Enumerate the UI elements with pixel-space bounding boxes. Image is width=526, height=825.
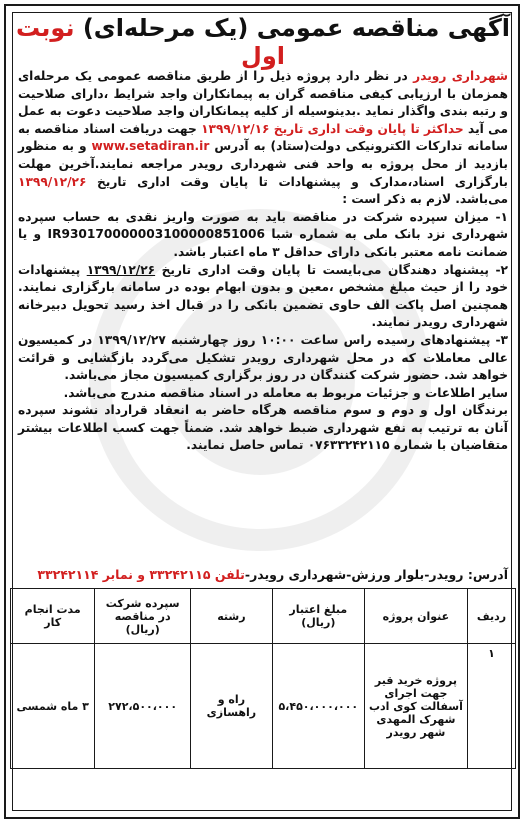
header-project-title: عنوان پروژه [364, 589, 467, 644]
header-duration: مدت انجام کار [11, 589, 95, 644]
cell-credit-amount: ۵،۴۵۰،۰۰۰،۰۰۰ [272, 644, 364, 769]
cell-duration: ۳ ماه شمسی [11, 644, 95, 769]
cell-field: راه و راهسازی [190, 644, 272, 769]
cell-row-number: ۱ [468, 644, 516, 769]
notice-body [18, 68, 508, 455]
clause-2-a: ۲- پیشنهاد دهندگان می‌بایست تا پایان وقت اداری تاریخ [155, 262, 508, 277]
notice-title [0, 14, 526, 70]
intro-text-4: می‌باشد. لازم به ذکر است : [342, 192, 508, 207]
clause-3: ۳- پیشنهادهای رسیده راس ساعت ۱۰:۰۰ روز چهارشنبه ۱۳۹۹/۱۲/۲۷ در کمیسیون عالی معاملات که در محل شهرداری رویدر تشکیل می‌گردد بازگشایی و قرائت خواهد شد. حضور شرکت کنندگان در روز برگزاری کمیسیون مجاز می‌باشد. [18, 332, 508, 383]
title-accent: نوبت اول [15, 14, 285, 70]
org-name: شهرداری رویدر [413, 69, 508, 83]
deadline-date-2: ۱۳۹۹/۱۲/۲۶ [18, 174, 87, 189]
table-header-row [11, 589, 516, 644]
clause-2 [18, 262, 508, 332]
clause-2-date: ۱۳۹۹/۱۲/۲۶ [86, 262, 156, 277]
intro-paragraph [18, 68, 508, 209]
cell-deposit: ۲۷۲،۵۰۰،۰۰۰ [95, 644, 191, 769]
intro-text-2: جهت دریافت اسناد مناقصه به سامانه تدارکات الکترونیکی دولت(ستاد) به آدرس [18, 121, 508, 154]
address-phone: تلفن ۳۳۲۴۲۱۱۵ و نمابر ۳۳۲۴۲۱۱۴ [37, 567, 245, 582]
paragraph-5: برندگان اول و دوم و سوم مناقصه هرگاه حاضر به انعقاد قرارداد نشوند سپرده آنان به ترتیب به نفع شهرداری ضبط خواهد شد. ضمناً جهت کسب اطلاعات بیشتر متقاضیان با شماره ۰۷۶۳۳۲۴۲۱۱۵ تماس حاصل نمایند. [18, 403, 508, 453]
clause-1: ۱- میزان سپرده شرکت در مناقصه باید به صورت واریز نقدی به حساب سپرده شهرداری نزد بانک ملی به شماره شبا IR930170000003100000851006 و یا ضمانت نامه معتبر بانکی دارای حداقل ۳ ماه اعتبار باشد. [18, 209, 508, 259]
project-table [10, 588, 516, 769]
intro-text-3: و به منظور بازدید از محل پروژه به واحد فنی شهرداری رویدر مراجعه نمایند.آخرین مهلت بارگزاری اسناد،مدارک و پیشنهادات تا پایان وقت اداری تاریخ [18, 139, 508, 189]
deadline-text: حداکثر تا پایان وقت اداری تاریخ ۱۳۹۹/۱۲/۱۶ [201, 121, 464, 136]
address-line [18, 567, 508, 582]
header-credit-amount: مبلغ اعتبار (ریال) [272, 589, 364, 644]
website-link[interactable]: www.setadiran.ir [91, 139, 210, 154]
title-main: آگهی مناقصه عمومی (یک مرحله‌ای) [82, 14, 510, 42]
cell-project-title: پروژه خرید قیر جهت اجرای آسفالت کوی ادب شهرک المهدی شهر رویدر [364, 644, 467, 769]
table-row [11, 644, 516, 769]
intro-text-1: در نظر دارد پروژه ذیل را از طریق مناقصه عمومی یک مرحله‌ای همزمان با ارزیابی کیفی مناقصه گران به پیمانکاران واجد شرایط ،دارای صلاحیت و رتبه بندی واگذار نماید .بدینوسیله از کلیه پیمانکاران واجد صلاحیت دعوت به عمل می آید [18, 69, 509, 136]
address-label: آدرس: رویدر-بلوار ورزش-شهرداری رویدر- [244, 567, 508, 582]
header-row-number: ردیف [468, 589, 516, 644]
paragraph-4: سایر اطلاعات و جزئیات مربوط به معامله در اسناد مناقصه مندرج می‌باشد. [63, 385, 508, 400]
header-field: رشته [190, 589, 272, 644]
header-deposit: سپرده شرکت در مناقصه (ریال) [95, 589, 191, 644]
clause-2-b: پیشنهادات خود را از حیث مبلغ مشخص ،معین و بدون ابهام بوده در سامانه بارگزاری نمایند. همچنین اصل پاکت الف حاوی تضمین بانکی را در قبال اخذ رسید تحویل دبیرخانه شهرداری رویدر نمایند. [18, 262, 508, 330]
